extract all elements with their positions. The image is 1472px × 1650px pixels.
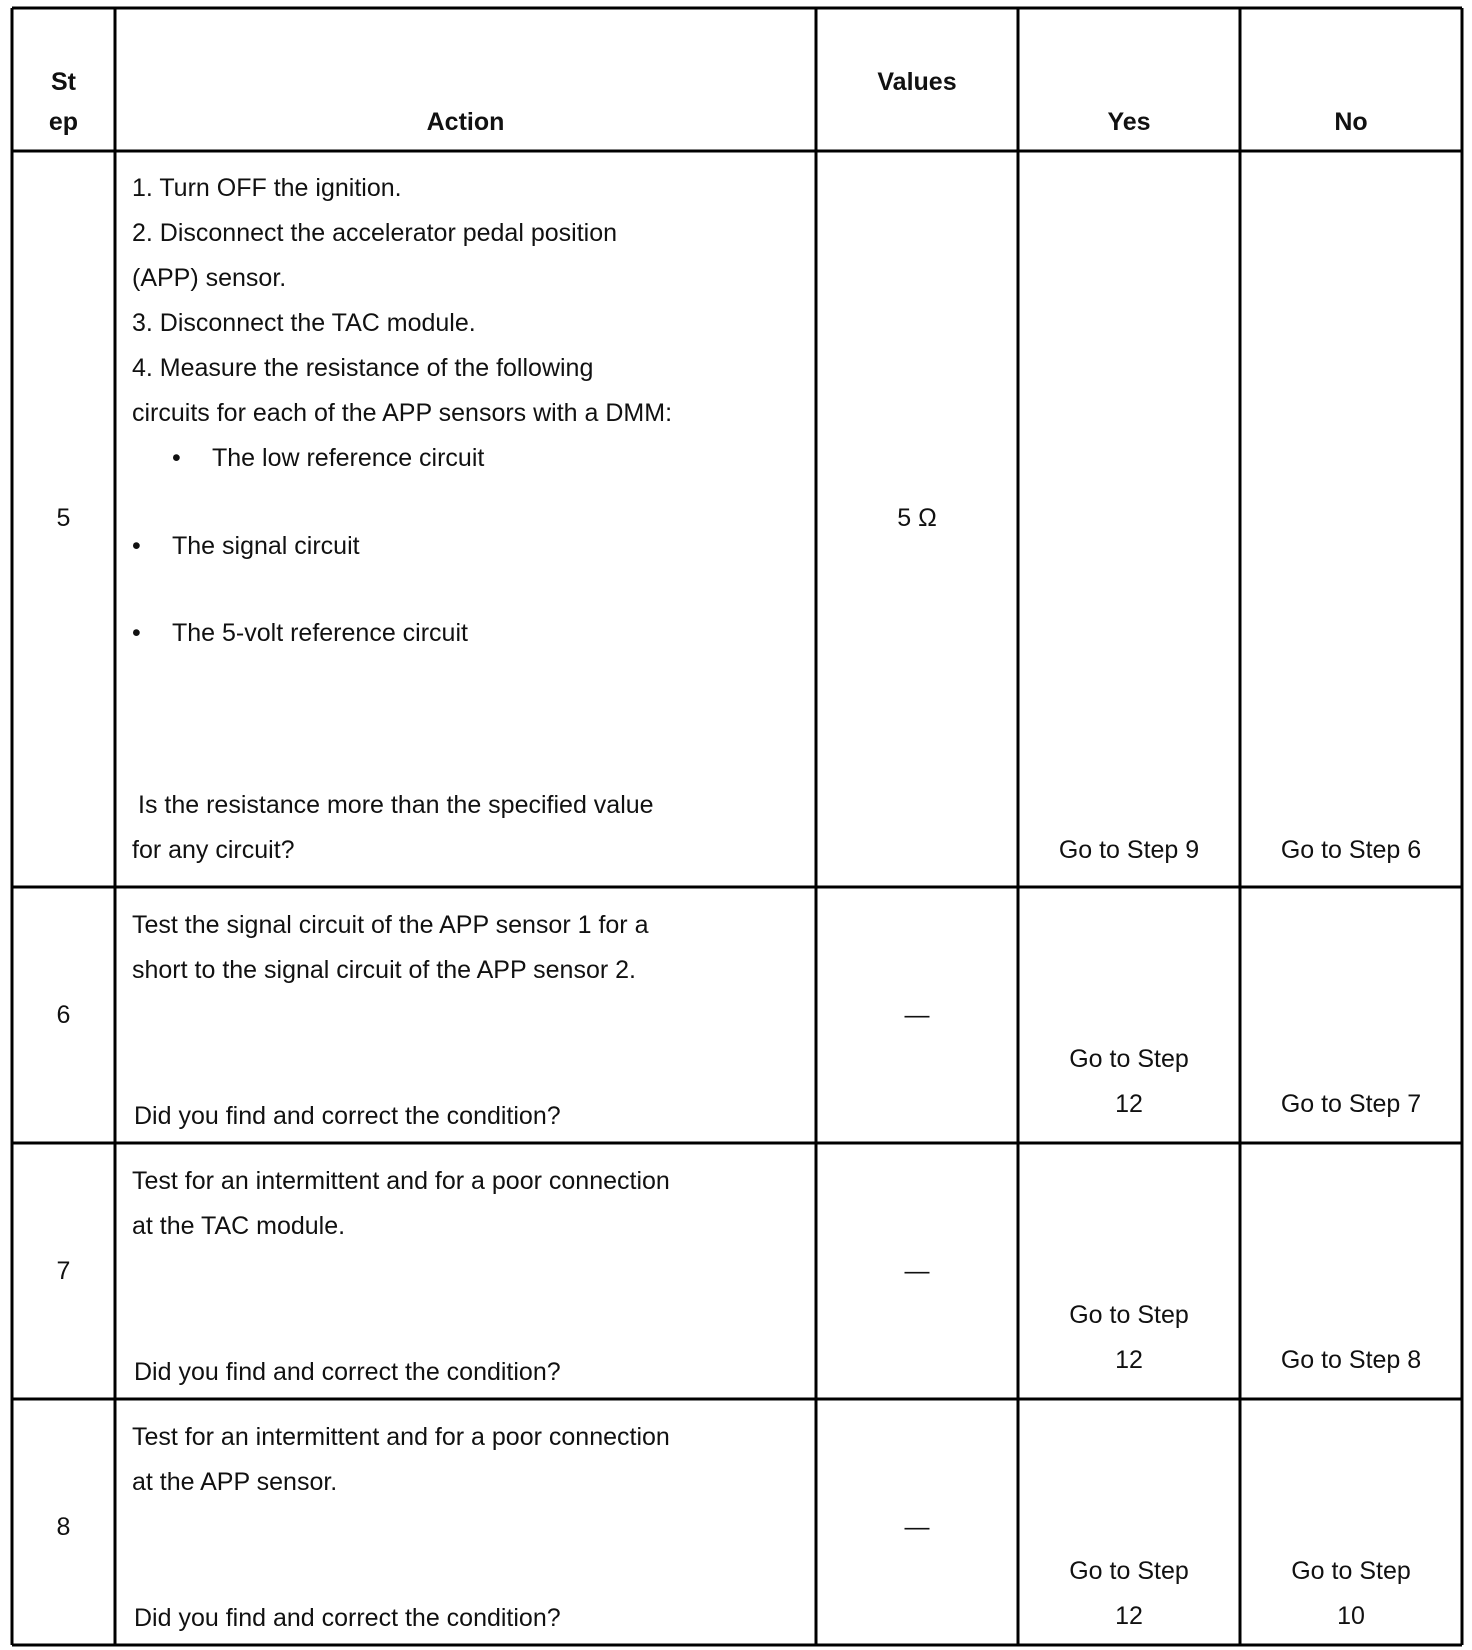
- action-line: Test for an intermittent and for a poor connection: [132, 1167, 670, 1195]
- question-line: Is the resistance more than the specified value: [138, 791, 654, 819]
- yes-cell-line2: 12: [1115, 1602, 1143, 1630]
- question-line: Did you find and correct the condition?: [134, 1604, 561, 1632]
- value-cell: —: [904, 1001, 930, 1029]
- bullet-text: The signal circuit: [172, 532, 360, 560]
- no-cell: Go to Step 7: [1280, 1090, 1422, 1118]
- action-line: at the TAC module.: [132, 1212, 346, 1240]
- header-no: No: [1334, 108, 1368, 136]
- step-number: 6: [56, 1001, 71, 1029]
- bullet-item: [172, 436, 484, 481]
- value-cell: —: [904, 1257, 930, 1285]
- header-action: Action: [426, 108, 505, 136]
- question-line: Did you find and correct the condition?: [134, 1102, 561, 1130]
- action-line: 1. Turn OFF the ignition.: [132, 174, 402, 202]
- bullet-text: The low reference circuit: [212, 444, 485, 472]
- header-step-line2: ep: [48, 108, 79, 136]
- header-values: Values: [877, 68, 957, 96]
- bullet-dot-icon: •: [132, 532, 141, 560]
- action-line: short to the signal circuit of the APP sensor 2.: [132, 956, 636, 984]
- header-step-line1: St: [51, 68, 76, 96]
- yes-cell-line1: Go to Step: [1069, 1301, 1189, 1329]
- yes-cell-line1: Go to Step: [1069, 1557, 1189, 1585]
- action-line: at the APP sensor.: [132, 1468, 338, 1496]
- header-yes: Yes: [1107, 108, 1151, 136]
- bullet-item: [132, 524, 360, 569]
- action-line: circuits for each of the APP sensors with a DMM:: [132, 399, 673, 427]
- bullet-text: The 5-volt reference circuit: [172, 619, 468, 647]
- step-number: 5: [56, 504, 71, 532]
- action-line: (APP) sensor.: [132, 264, 287, 292]
- step-number: 7: [56, 1257, 71, 1285]
- step-number: 8: [56, 1513, 71, 1541]
- value-cell: —: [904, 1513, 930, 1541]
- action-line: 2. Disconnect the accelerator pedal position: [132, 219, 618, 247]
- action-line: 3. Disconnect the TAC module.: [132, 309, 476, 337]
- no-cell: Go to Step 8: [1280, 1346, 1422, 1374]
- yes-cell: Go to Step 9: [1058, 836, 1200, 864]
- no-cell-line1: Go to Step: [1291, 1557, 1411, 1585]
- yes-cell-line2: 12: [1115, 1346, 1143, 1374]
- yes-cell-line1: Go to Step: [1069, 1045, 1189, 1073]
- question-line: Did you find and correct the condition?: [134, 1358, 561, 1386]
- action-line: 4. Measure the resistance of the following: [132, 354, 594, 382]
- yes-cell-line2: 12: [1115, 1090, 1143, 1118]
- bullet-item: [132, 611, 468, 656]
- action-line: Test for an intermittent and for a poor connection: [132, 1423, 670, 1451]
- bullet-dot-icon: •: [132, 619, 141, 647]
- action-line: Test the signal circuit of the APP sensor 1 for a: [132, 911, 649, 939]
- no-cell-line2: 10: [1337, 1602, 1365, 1630]
- question-line: for any circuit?: [132, 836, 295, 864]
- value-cell: 5 Ω: [897, 504, 937, 532]
- bullet-dot-icon: •: [172, 444, 181, 472]
- no-cell: Go to Step 6: [1280, 836, 1422, 864]
